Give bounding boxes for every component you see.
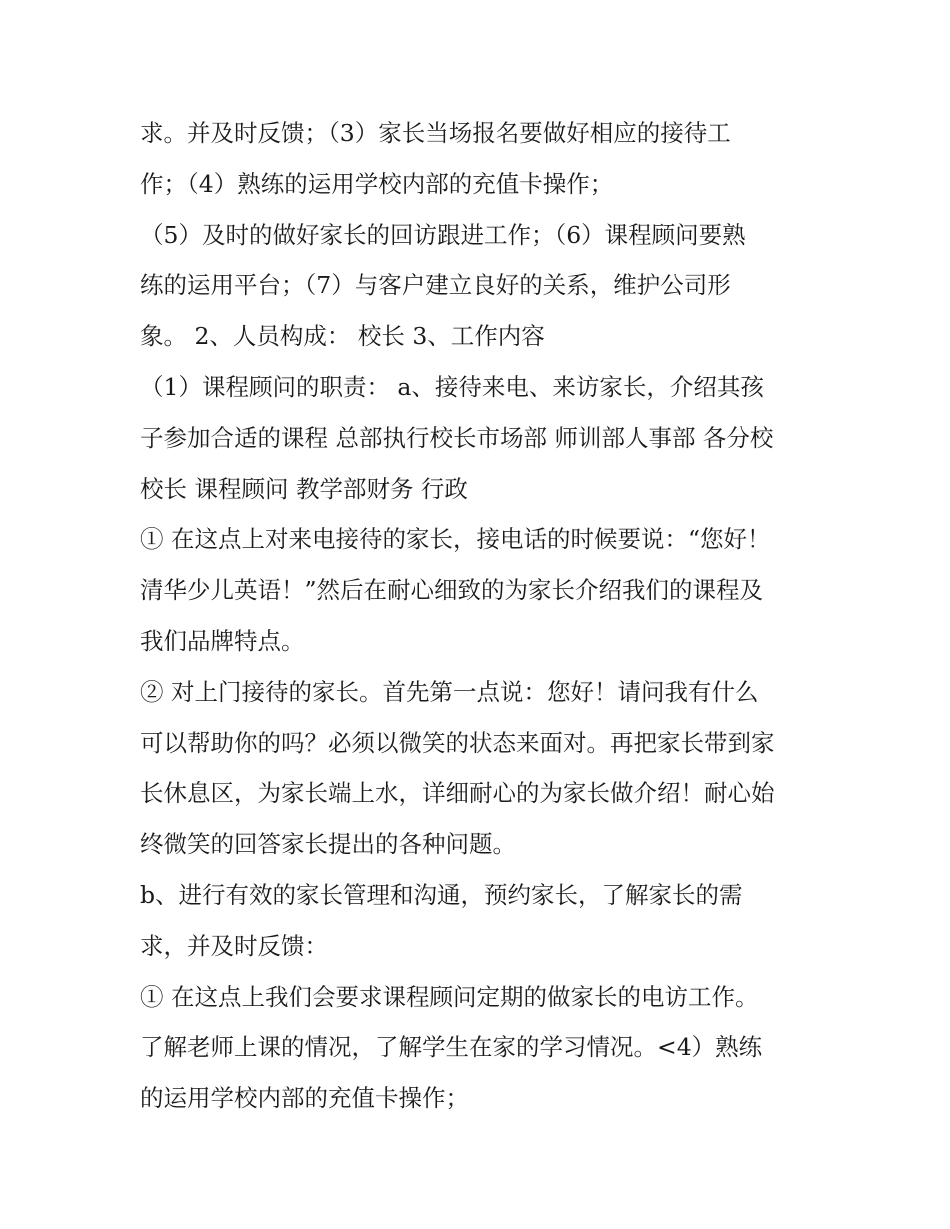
text-line: 象。 2、人员构成： 校长 3、工作内容 (140, 322, 545, 351)
text-line: b、进行有效的家长管理和沟通，预约家长，了解家长的需 (140, 880, 743, 909)
text-line: 清华少儿英语！”然后在耐心细致的为家长介绍我们的课程及 (140, 576, 764, 605)
text-line: 作；（4）熟练的运用学校内部的充值卡操作； (140, 169, 614, 198)
text-line: 校长 课程顾问 教学部财务 行政 (140, 474, 468, 503)
text-line: 练的运用平台；（7）与客户建立良好的关系，维护公司形 (140, 271, 731, 300)
text-line: 长休息区，为家长端上水，详细耐心的为家长做介绍！耐心始 (140, 779, 775, 808)
body-text (140, 108, 830, 1124)
text-line: ① 在这点上我们会要求课程顾问定期的做家长的电访工作。 (140, 982, 759, 1011)
text-line: 求，并及时反馈： (140, 931, 328, 960)
text-line: ① 在这点上对来电接待的家长，接电话的时候要说：“您好！ (140, 525, 771, 554)
text-line: 可以帮助你的吗？必须以微笑的状态来面对。再把家长带到家 (140, 728, 775, 757)
text-line: 了解老师上课的情况，了解学生在家的学习情况。<4）熟练 (140, 1033, 763, 1062)
text-line: 子参加合适的课程 总部执行校长市场部 师训部人事部 各分校 (140, 423, 774, 452)
text-line: 求。并及时反馈；（3）家长当场报名要做好相应的接待工 (140, 119, 731, 147)
text-line: （1）课程顾问的职责： a、接待来电、来访家长，介绍其孩 (140, 372, 764, 401)
text-line: 我们品牌特点。 (140, 626, 305, 655)
text-line: ② 对上门接待的家长。首先第一点说：您好！请问我有什么 (140, 677, 759, 706)
text-line: 的运用学校内部的充值卡操作； (140, 1084, 469, 1113)
text-line: （5）及时的做好家长的回访跟进工作；（6）课程顾问要熟 (140, 220, 746, 249)
text-line: 终微笑的回答家长提出的各种问题。 (140, 830, 516, 859)
